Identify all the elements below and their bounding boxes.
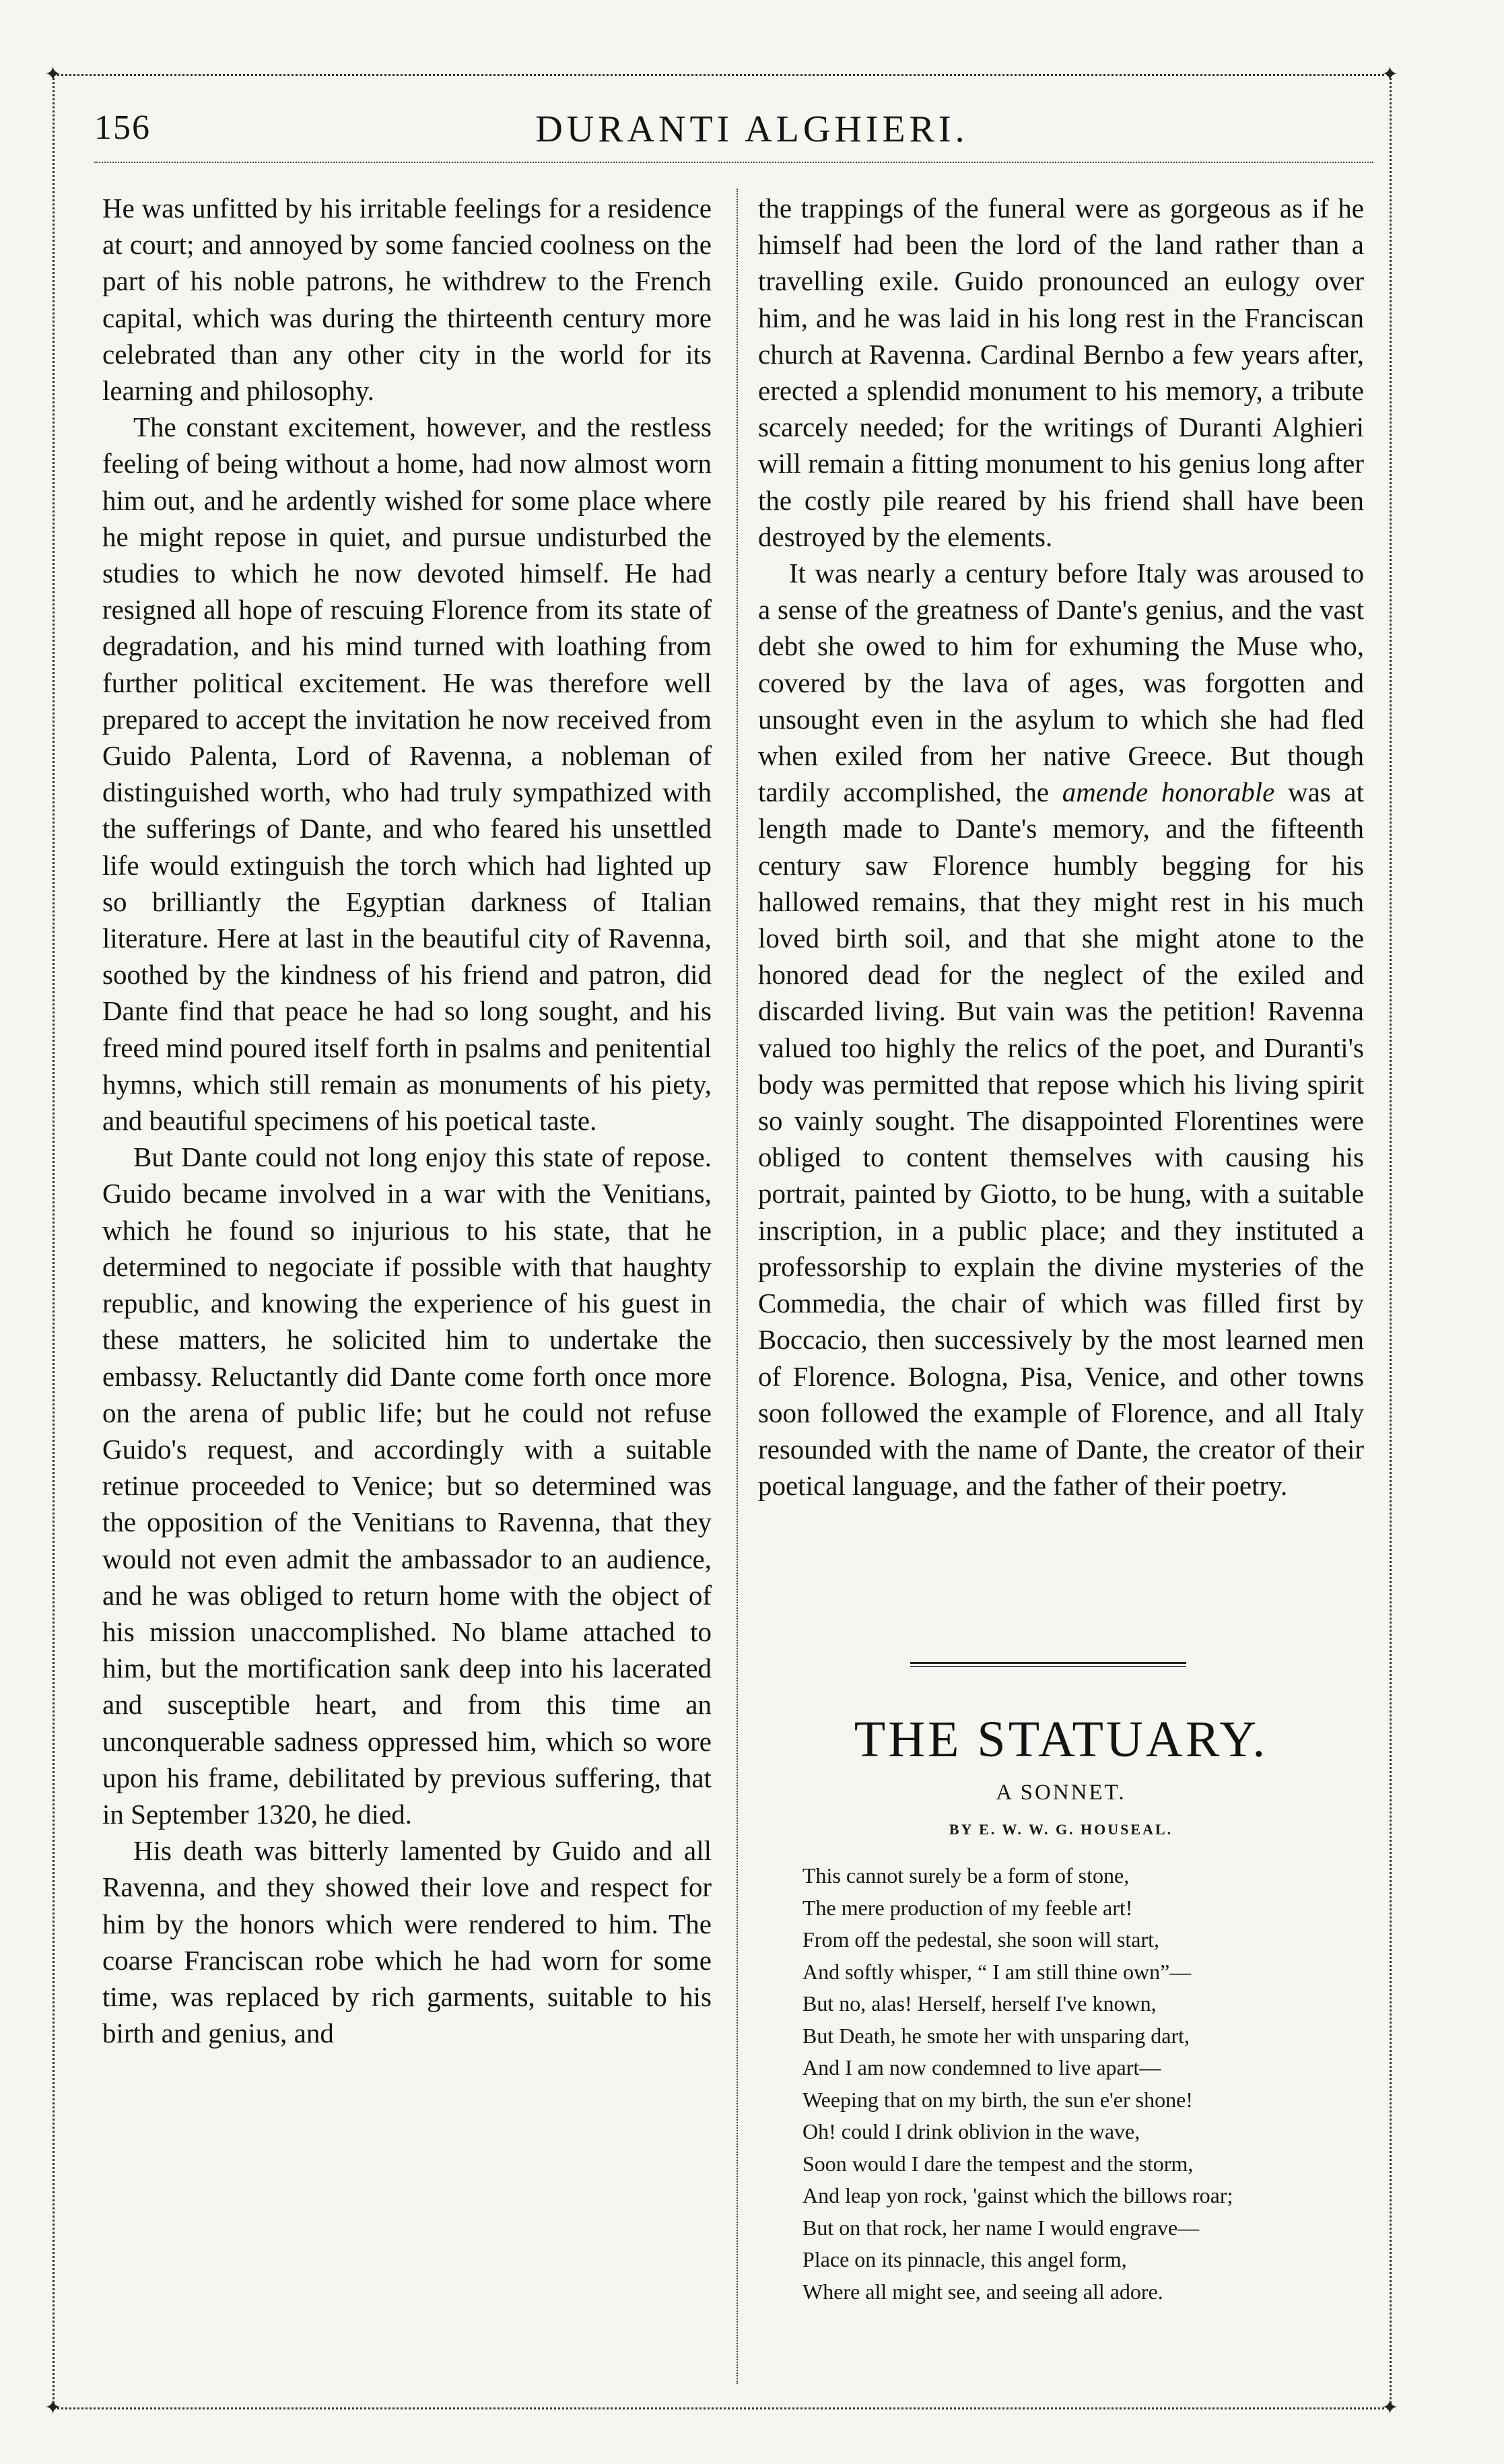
- poem-line: Place on its pinnacle, this angel form,: [802, 2247, 1127, 2271]
- poem-title: THE STATUARY.: [854, 1711, 1268, 1768]
- section-separator: [910, 1662, 1186, 1664]
- page-border-bottom: [53, 2407, 1390, 2409]
- sonnet: [802, 1860, 1355, 2308]
- corner-ornament-icon: ✦: [1381, 63, 1399, 86]
- poem-line: And softly whisper, “ I am still thine own”—: [802, 1959, 1192, 1984]
- column-divider: [737, 189, 738, 2384]
- left-column: [102, 190, 712, 2051]
- poem-line: The mere production of my feeble art!: [802, 1895, 1133, 1920]
- corner-ornament-icon: ✦: [44, 2397, 62, 2419]
- poem-line: From off the pedestal, she soon will start,: [802, 1927, 1159, 1952]
- corner-ornament-icon: ✦: [1381, 2397, 1399, 2419]
- poem-subtitle: A SONNET.: [996, 1780, 1126, 1805]
- poem-line: But Death, he smote her with unsparing dart,: [802, 2023, 1190, 2048]
- page-border-top: [53, 74, 1390, 76]
- corner-ornament-icon: ✦: [44, 63, 62, 86]
- poem-line: But on that rock, her name I would engrave—: [802, 2215, 1200, 2240]
- running-title: DURANTI ALGHIERI.: [535, 108, 969, 150]
- header-rule: [94, 162, 1373, 163]
- poem-byline: BY E. W. W. G. HOUSEAL.: [949, 1821, 1173, 1838]
- page-border-right: [1390, 74, 1392, 2407]
- poem-line: This cannot surely be a form of stone,: [802, 1863, 1130, 1888]
- poem-line: And leap yon rock, 'gainst which the billows roar;: [802, 2183, 1233, 2207]
- paragraph: His death was bitterly lamented by Guido and all Ravenna, and they showed their love and respect for him by the honors which were rendered to him. The coarse Franciscan robe which he had worn for some time, was replaced by rich garments, suitable to his birth and genius, and: [102, 1835, 712, 2049]
- poem-line: Where all might see, and seeing all adore.: [802, 2279, 1163, 2304]
- paragraph: the trappings of the funeral were as gorgeous as if he himself had been the lord of the land rather than a travelling exile. Guido pronounced an eulogy over him, and he was laid in his long rest in the Franciscan church at Ravenna. Cardinal Bernbo a few years after, erected a splendid monument to his memory, a tribute scarcely needed; for the writings of Duranti Alghieri will remain a fitting monument to his genius long after the costly pile reared by his friend shall have been destroyed by the elements.: [758, 193, 1364, 552]
- poem-line: Weeping that on my birth, the sun e'er shone!: [802, 2087, 1193, 2112]
- poem-line: Oh! could I drink oblivion in the wave,: [802, 2119, 1140, 2143]
- page-border-left: [53, 74, 55, 2407]
- paragraph-text: It was nearly a century before Italy was aroused to a sense of the greatness of Dante's genius, and the vast debt she owed to him for exhuming the Muse who, covered by the lava of ages, was forgotten and unsought even in the asylum to which she had fled when exiled from her native Greece. But though tardily accomplished, the: [758, 558, 1364, 808]
- paragraph: [758, 555, 1364, 1504]
- paragraph: The constant excitement, however, and the restless feeling of being without a home, had now almost worn him out, and he ardently wished for some place where he might repose in quiet, and pursue undisturbed the studies to which he now devoted himself. He had resigned all hope of rescuing Florence from its state of degradation, and his mind turned with loathing from further political excitement. He was therefore well prepared to accept the invitation he now received from Guido Palenta, Lord of Ravenna, a nobleman of distinguished worth, who had truly sympathized with the sufferings of Dante, and who feared his unsettled life would extinguish the torch which had lighted up so brilliantly the Egyptian darkness of Italian literature. Here at last in the beautiful city of Ravenna, soothed by the kindness of his friend and patron, did Dante find that peace he had so long sought, and his freed mind poured itself forth in psalms and penitential hymns, which still remain as monuments of his piety, and beautiful specimens of his poetical taste.: [102, 411, 712, 1137]
- paragraph: But Dante could not long enjoy this state of repose. Guido became involved in a war with the Venitians, which he found so injurious to his state, that he determined to negociate if possible with that haughty republic, and knowing the experience of his guest in these matters, he solicited him to undertake the embassy. Reluctantly did Dante come forth once more on the arena of public life; but he could not refuse Guido's request, and accordingly with a suitable retinue proceeded to Venice; but so determined was the opposition of the Venitians to Ravenna, that they would not even admit the ambassador to an audience, and he was obliged to return home with the object of his mission unaccomplished. No blame attached to him, but the mortification sank deep into his lacerated and susceptible heart, and from this time an unconquerable sadness oppressed him, which so wore upon his frame, debilitated by previous suffering, that in September 1320, he died.: [102, 1141, 712, 1830]
- right-column: [758, 190, 1364, 1504]
- page-number: 156: [94, 108, 151, 147]
- paragraph: He was unfitted by his irritable feelings for a residence at court; and annoyed by some fancied coolness on the part of his noble patrons, he withdrew to the French capital, which was during the thirteenth century more celebrated than any other city in the world for its learning and philosophy.: [102, 193, 712, 407]
- poem-line: And I am now condemned to live apart—: [802, 2055, 1161, 2079]
- paragraph-text: was at length made to Dante's memory, and the fifteenth century saw Florence humbly begging for his hallowed remains, that they might rest in his much loved birth soil, and that she might atone to the honored dead for the neglect of the exiled and discarded living. But vain was the petition! Ravenna valued too highly the relics of the poet, and Duranti's body was permitted that repose which his living spirit so vainly sought. The disappointed Florentines were obliged to content themselves with causing his portrait, painted by Giotto, to be hung, with a suitable inscription, in a public place; and they instituted a professorship to explain the divine mysteries of the Commedia, the chair of which was filled first by Boccacio, then successively by the most learned men of Florence. Bologna, Pisa, Venice, and other towns soon followed the example of Florence, and all Italy resounded with the name of Dante, the creator of their poetical language, and the father of their poetry.: [758, 776, 1364, 1502]
- poem-line: But no, alas! Herself, herself I've known,: [802, 1991, 1157, 2016]
- italic-phrase: amende honorable: [1062, 776, 1275, 808]
- poem-line: Soon would I dare the tempest and the storm,: [802, 2151, 1194, 2176]
